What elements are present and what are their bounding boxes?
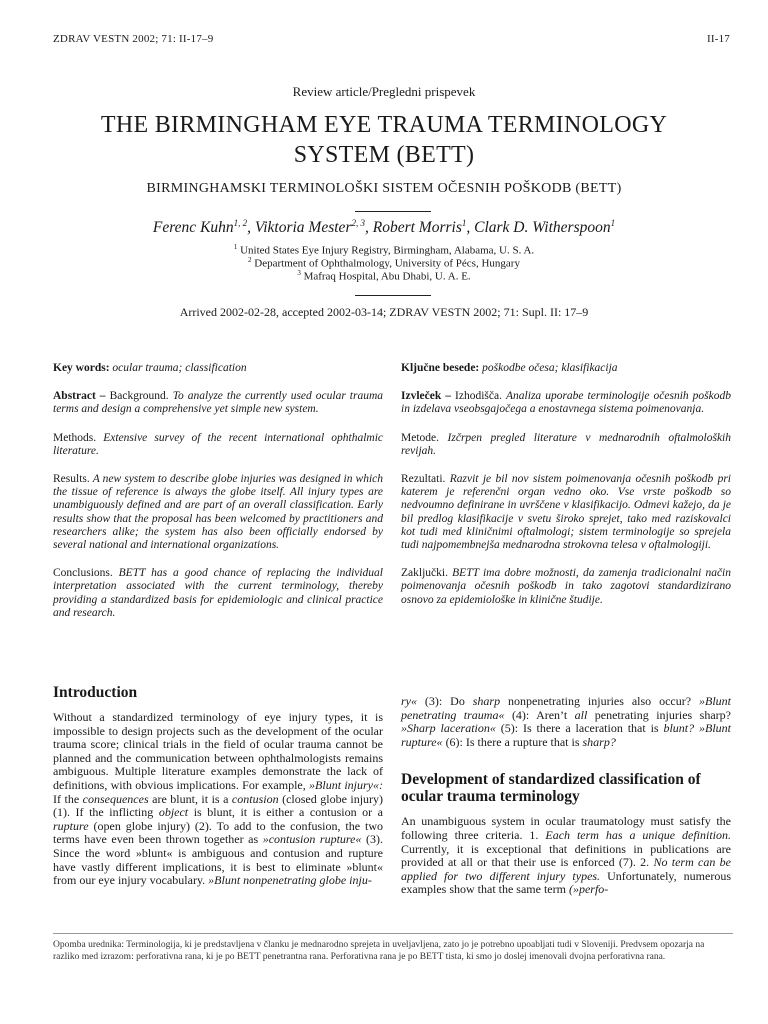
keywords-sl: Ključne besede: poškodbe očesa; klasifikacija xyxy=(401,362,618,374)
divider-bottom xyxy=(355,295,431,296)
abstract-slovenian xyxy=(401,362,731,607)
arrival-info: Arrived 2002-02-28, accepted 2002-03-14; ZDRAV VESTN 2002; 71: Supl. II: 17–9 xyxy=(179,305,589,319)
editor-footnote: Opomba urednika: Terminologija, ki je predstavljena v članku je mednarodno sprejeta in uveljavljena, zato jo je potrebno upoabljati tudi v Sloveniji. Predvsem opozarja na razliko med izrazom: perforativna rana, ki je po BETT penetrantna rana. Perforativna rana je po BETT tista, ki smo jo doslej imenovali dvojna perforativna rana. xyxy=(53,940,705,962)
abstract-results-sl: Rezultati. Razvit je bil nov sistem poimenovanja očesnih poškodb pri katerem je referenčni organ vedno oko. Vse vrste poškodb so nedvoumno definirane in uvrščene v klasifikacijo. Odmevi kažejo, da je bil predlog klasifikacije v svetu široko sprejet, tako med raziskovalci kot tudi med kliničnimi oftalmologi; sistem terminologije so sprejela tudi najpomembnejša mednarodna strokovna telesa v oftalmologiji. xyxy=(401,473,731,552)
affiliation-2: $^2$ Department of Ophthalmology, University of Pécs, Hungary xyxy=(248,256,520,270)
article-title xyxy=(0,110,768,170)
article-subtitle: BIRMINGHAMSKI TERMINOLOŠKI SISTEM OČESNIH POŠKODB (BETT) xyxy=(146,181,622,196)
author: Clark D. Witherspoon$^1$ xyxy=(474,218,616,237)
abstract-background-sl: Izvleček – Izhodišča. Analiza uporabe terminologije očesnih poškodb in izdelava vseobsgajočega a enostavnega sistema poimenovanja. xyxy=(401,390,732,416)
introduction-paragraph: Without a standardized terminology of eye injury types, it is impossible to design projects such as the development of the ocular trauma score; clinical trials in the field of ocular trauma cannot be planned and the communication between ophthalmologists remains ambiguous. Multiple literature examples demonstrate the lack of definitions, with obvious implications. For example, »Blunt injury«: If the consequences are blunt, it is a contusion (closed globe injury) (1). If the inflicting object is blunt, it is either a contusion or a rupture (open globe injury) (2). To add to the confusion, the two terms have even been thrown together as »contusion rupture« (3). Since the word »blunt« is ambiguous and contusion and rupture have vastly different implications, it is best to eliminate »blunt« from our eye injury vocabulary. »Blunt nonpenetrating globe inju- xyxy=(53,710,384,888)
author: Ferenc Kuhn$^{1, 2}$, xyxy=(152,218,255,237)
development-paragraph: An unambiguous system in ocular traumatology must satisfy the following three criteria. 1. Each term has a unique definition. Currently, it is exceptional that definitions in publications are provided at all or that their use is enforced (7). 2. No term can be applied for two different injury types. Unfortunately, numerous examples show that the same term (»perfo- xyxy=(401,814,732,897)
abstract-english xyxy=(53,362,383,620)
abstract-conclusions-en: Conclusions. BETT has a good chance of replacing the individual interpretation associated with the current terminology, thereby providing a standardized basis for epidemiologic and clinical practice and research. xyxy=(53,567,384,619)
footnote-divider xyxy=(53,933,733,934)
author: Robert Morris$^1$, xyxy=(372,218,475,237)
author-list xyxy=(0,218,768,237)
introduction-heading: Introduction xyxy=(53,684,138,701)
affiliation-1: $^1$ United States Eye Injury Registry, Birmingham, Alabama, U. S. A. xyxy=(233,243,535,257)
abstract-methods-sl: Metode. Izčrpen pregled literature v mednarodnih oftalmoloških revijah. xyxy=(401,431,731,457)
affiliation-3: $^3$ Mafraq Hospital, Abu Dhabi, U. A. E. xyxy=(297,269,471,283)
article-type-label: Review article/Pregledni prispevek xyxy=(292,84,476,99)
development-heading: Development of standardized classification of ocular trauma terminology xyxy=(401,771,701,806)
title-line-2: SYSTEM (BETT) xyxy=(293,142,475,168)
abstract-methods-en: Methods. Extensive survey of the recent international ophthalmic literature. xyxy=(53,431,384,457)
abstract-results-en: Results. A new system to describe globe injuries was designed in which the tissue of reference is always the globe itself. All injury types are unambiguously defined and are part of an overall classification. Early results show that the proposal has been welcomed by practitioners and researchers alike; the system has also been officially endorsed by several national and international organizations. xyxy=(53,473,383,552)
abstract-background-en: Abstract – Background. To analyze the currently used ocular trauma terms and design a comprehensive yet simple new system. xyxy=(53,390,384,416)
author: Viktoria Mester$^{2, 3}$, xyxy=(254,218,373,237)
introduction-continuation xyxy=(401,683,731,897)
abstract-conclusions-sl: Zaključki. BETT ima dobre možnosti, da zamenja tradicionalni način poimenovanja očesnih poškodb in tako zagotovi standardizirano osnovo za epidemiološke in klinične študije. xyxy=(401,567,732,606)
title-line-1: THE BIRMINGHAM EYE TRAUMA TERMINOLOGY xyxy=(100,112,668,138)
divider-top xyxy=(355,211,431,212)
keywords-en: Key words: ocular trauma; classification xyxy=(53,362,247,374)
introduction-continued-paragraph: ry« (3): Do sharp nonpenetrating injuries also occur? »Blunt penetrating trauma« (4): Aren’t all penetrating injuries sharp? »Sharp laceration« (5): Is there a laceration that is blunt? »Blunt rupture« (6): Is there a rupture that is sharp? xyxy=(401,694,732,749)
page-number: II-17 xyxy=(707,33,730,45)
introduction-section xyxy=(53,684,383,888)
running-header-left: ZDRAV VESTN 2002; 71: II-17–9 xyxy=(53,33,214,45)
